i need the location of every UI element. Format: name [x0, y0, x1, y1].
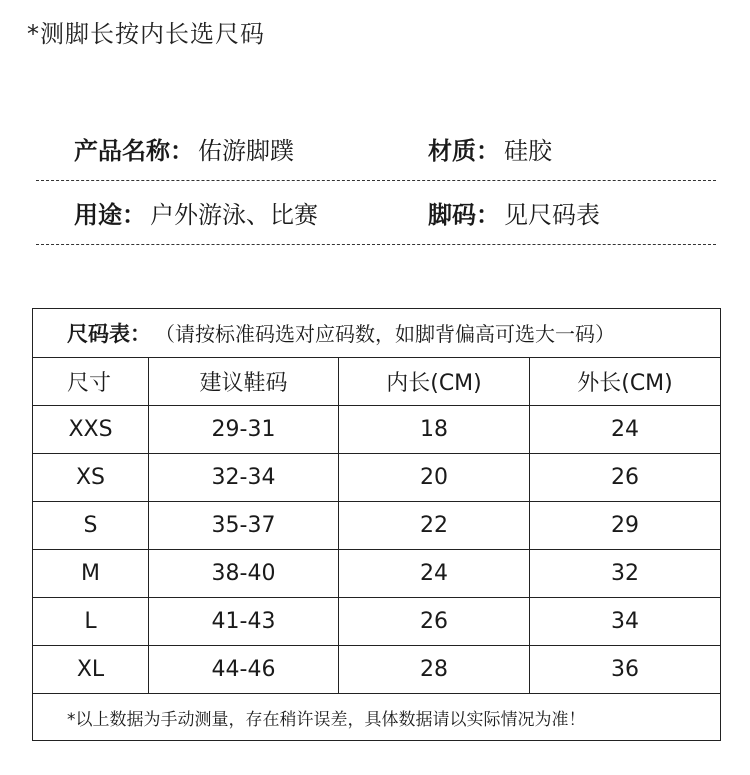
info-row-product — [36, 116, 716, 181]
header-size: 尺寸 — [33, 358, 149, 406]
cell-outer-length: 29 — [530, 502, 721, 550]
cell-size: L — [33, 598, 149, 646]
product-name-value: 佑游脚蹼 — [198, 136, 294, 165]
cell-outer-length: 36 — [530, 646, 721, 694]
table-row — [33, 550, 721, 598]
table-subtitle: （请按标准码选对应码数，如脚背偏高可选大一码） — [165, 322, 615, 346]
cell-size: S — [33, 502, 149, 550]
cell-shoe-size: 32-34 — [149, 454, 339, 502]
table-title: 尺码表： — [67, 322, 151, 346]
table-header-row — [33, 358, 721, 406]
cell-shoe-size: 44-46 — [149, 646, 339, 694]
product-name-label: 产品名称： — [74, 136, 194, 165]
cell-size: M — [33, 550, 149, 598]
cell-inner-length: 22 — [339, 502, 530, 550]
table-row — [33, 454, 721, 502]
table-row — [33, 406, 721, 454]
cell-inner-length: 26 — [339, 598, 530, 646]
cell-outer-length: 34 — [530, 598, 721, 646]
usage-field — [74, 195, 318, 230]
material-label: 材质： — [428, 136, 500, 165]
usage-value: 户外游泳、比赛 — [150, 200, 318, 229]
material-value: 硅胶 — [504, 136, 552, 165]
cell-size: XL — [33, 646, 149, 694]
info-row-usage — [36, 180, 716, 245]
table-caption — [33, 309, 721, 358]
size-chart-table — [32, 308, 721, 741]
table-caption-row — [33, 309, 721, 358]
cell-size: XS — [33, 454, 149, 502]
cell-outer-length: 32 — [530, 550, 721, 598]
cell-shoe-size: 35-37 — [149, 502, 339, 550]
cell-inner-length: 18 — [339, 406, 530, 454]
foot-size-field — [428, 195, 600, 230]
cell-outer-length: 26 — [530, 454, 721, 502]
foot-size-label: 脚码： — [428, 200, 500, 229]
measure-note: *测脚长按内长选尺码 — [27, 20, 265, 48]
cell-size: XXS — [33, 406, 149, 454]
product-name-field — [74, 131, 294, 166]
cell-inner-length: 24 — [339, 550, 530, 598]
table-row — [33, 646, 721, 694]
cell-inner-length: 20 — [339, 454, 530, 502]
usage-label: 用途： — [74, 200, 146, 229]
header-shoe-size: 建议鞋码 — [149, 358, 339, 406]
foot-size-value: 见尺码表 — [504, 200, 600, 229]
cell-inner-length: 28 — [339, 646, 530, 694]
table-footnote-row — [33, 694, 721, 741]
cell-shoe-size: 41-43 — [149, 598, 339, 646]
header-outer-length: 外长(CM) — [530, 358, 721, 406]
table-footnote: *以上数据为手动测量，存在稍许误差，具体数据请以实际情况为准！ — [33, 694, 721, 741]
cell-shoe-size: 29-31 — [149, 406, 339, 454]
material-field — [428, 131, 552, 166]
header-inner-length: 内长(CM) — [339, 358, 530, 406]
table-row — [33, 598, 721, 646]
table-row — [33, 502, 721, 550]
cell-outer-length: 24 — [530, 406, 721, 454]
cell-shoe-size: 38-40 — [149, 550, 339, 598]
